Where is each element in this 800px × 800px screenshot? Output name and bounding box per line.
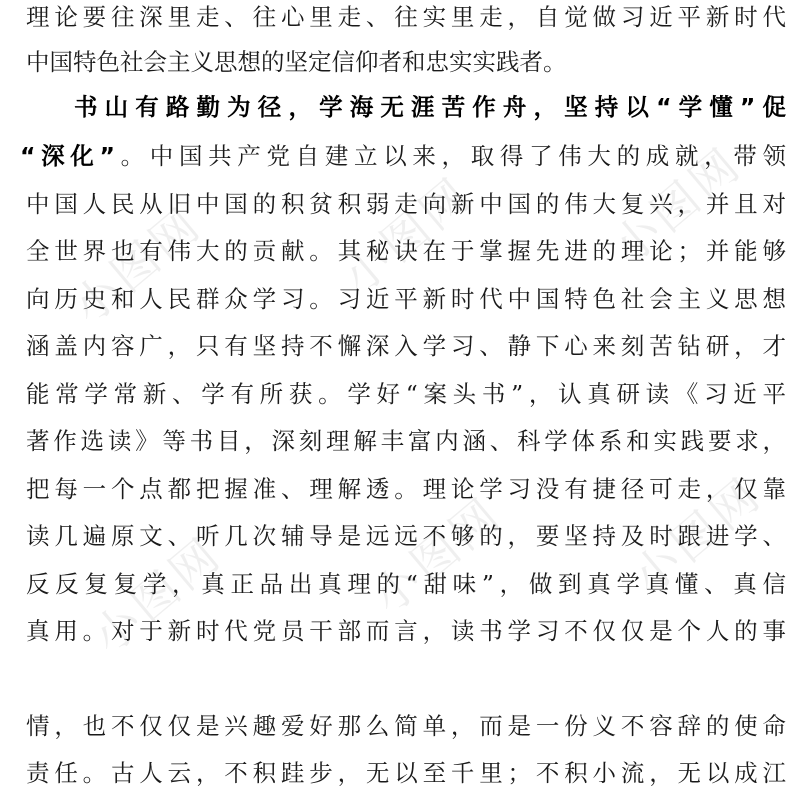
text-line: 著作选读》等书目，深刻理解丰富内涵、科学体系和实践要求，: [26, 427, 786, 455]
text-line: 情，也不仅仅是兴趣爱好那么简单，而是一份义不容辞的使命: [26, 712, 786, 740]
text-line: 中国人民从旧中国的积贫积弱走向新中国的伟大复兴，并且对: [26, 190, 786, 218]
watermark: 小图网: [622, 466, 772, 605]
text-line: 真用。对于新时代党员干部而言，读书学习不仅仅是个人的事: [26, 617, 786, 645]
text-line: 理论要往深里走、往心里走、往实里走，自觉做习近平新时代: [26, 3, 786, 31]
watermark: 小图网: [82, 526, 232, 665]
text-line: 责任。古人云，不积跬步，无以至千里；不积小流，无以成江: [26, 759, 786, 787]
watermark: 小图网: [62, 196, 212, 335]
text-line: 能常学常新、学有所获。学好“案头书”，认真研读《习近平: [26, 380, 786, 408]
text-line: 全世界也有伟大的贡献。其秘诀在于掌握先进的理论；并能够: [26, 237, 786, 265]
watermark: 小图网: [332, 166, 482, 305]
text-line: 读几遍原文、听几次辅导是远远不够的，要坚持及时跟进学、: [26, 522, 786, 550]
bold-segment: “深化”: [20, 142, 115, 170]
text-line: 反反复复学，真正品出真理的“甜味”，做到真学真懂、真信: [26, 570, 786, 598]
text-line: 中国特色社会主义思想的坚定信仰者和忠实实践者。: [26, 48, 567, 76]
watermark: 小图网: [602, 136, 752, 275]
text-line: [20, 141, 786, 171]
watermark: 小图网: [362, 486, 512, 625]
text-line: 涵盖内容广，只有坚持不懈深入学习、静下心来刻苦钻研，才: [26, 332, 786, 360]
paragraph-heading-line: 书山有路勤为径，学海无涯苦作舟，坚持以“学懂”促: [74, 93, 786, 121]
text-line-rest: 。中国共产党自建立以来，取得了伟大的成就，带领: [114, 142, 786, 170]
text-line: 把每一个点都把握准、理解透。理论学习没有捷径可走，仅靠: [26, 475, 786, 503]
text-line: 向历史和人民群众学习。习近平新时代中国特色社会主义思想: [26, 285, 786, 313]
